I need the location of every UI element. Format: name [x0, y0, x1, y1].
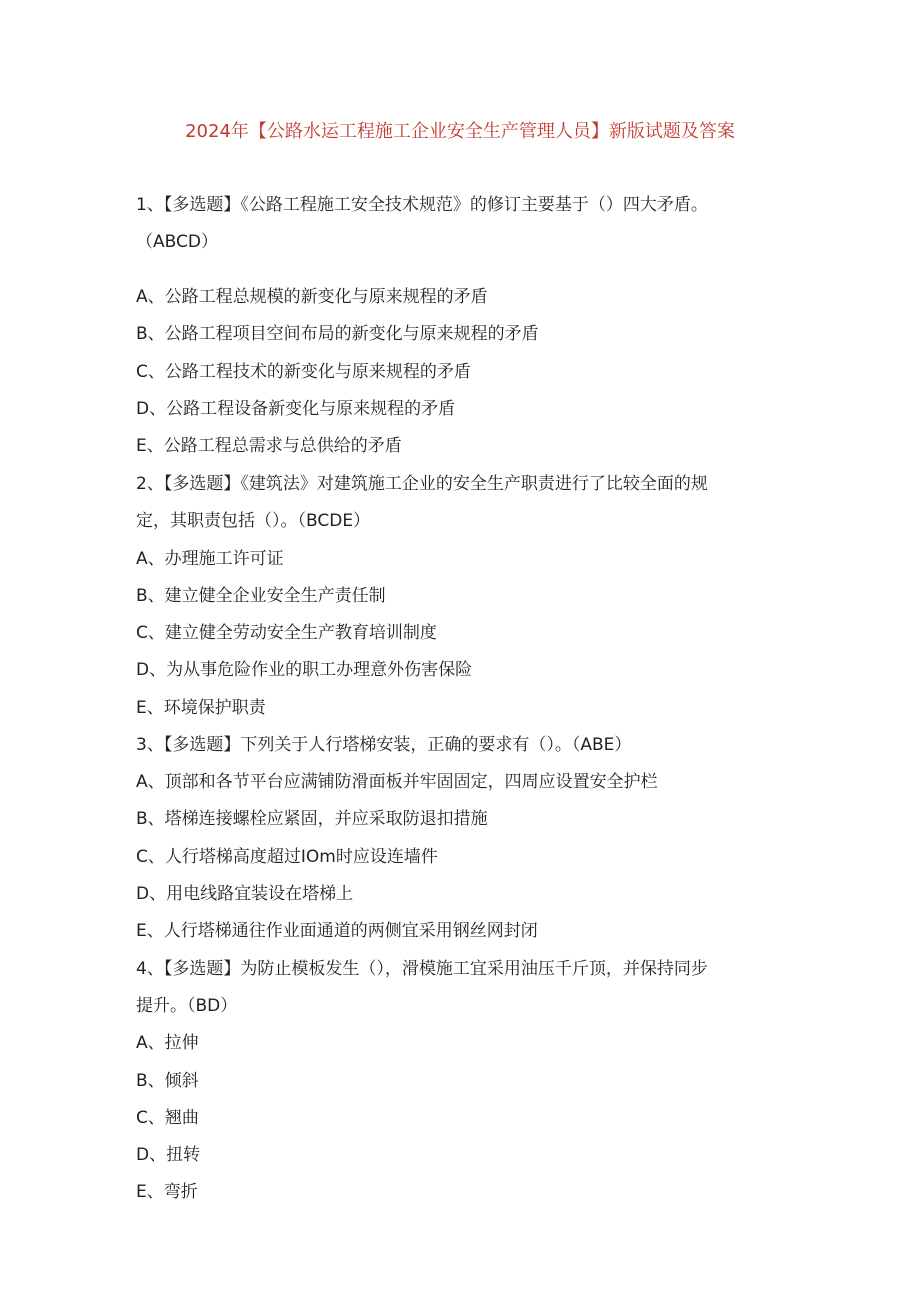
question-3-option-e: E、人行塔梯通往作业面通道的两侧宜采用钢丝网封闭	[136, 921, 538, 941]
question-4-option-d: D、扭转	[136, 1145, 201, 1165]
question-2-option-d: D、为从事危险作业的职工办理意外伤害保险	[136, 660, 473, 680]
question-2-option-a: A、办理施工许可证	[136, 549, 284, 569]
question-2-option-b: B、建立健全企业安全生产责任制	[136, 586, 386, 606]
question-2-option-c: C、建立健全劳动安全生产教育培训制度	[136, 623, 437, 643]
question-4-option-e: E、弯折	[136, 1182, 198, 1202]
question-3-option-d: D、用电线路宜装设在塔梯上	[136, 884, 354, 904]
question-3-option-c: C、人行塔梯高度超过IOm时应设连墙件	[136, 847, 438, 867]
question-3-option-b: B、塔梯连接螺栓应紧固，并应采取防退扣措施	[136, 809, 488, 829]
question-2-stem-line1: 2、【多选题】《建筑法》对建筑施工企业的安全生产职责进行了比较全面的规	[136, 474, 708, 494]
question-4-stem-line2: 提升。（BD）	[136, 996, 238, 1016]
question-1-option-c: C、公路工程技术的新变化与原来规程的矛盾	[136, 362, 471, 382]
question-2-stem-line2: 定，其职责包括（）。（BCDE）	[136, 511, 371, 531]
question-4-option-a: A、拉伸	[136, 1033, 199, 1053]
question-4-option-b: B、倾斜	[136, 1071, 199, 1091]
question-2-option-e: E、环境保护职责	[136, 698, 266, 718]
question-4-option-c: C、翘曲	[136, 1108, 199, 1128]
question-4-stem-line1: 4、【多选题】为防止模板发生（），滑模施工宜采用油压千斤顶，并保持同步	[136, 959, 708, 979]
question-3-stem-line1: 3、【多选题】下列关于人行塔梯安装，正确的要求有（）。（ABE）	[136, 735, 632, 755]
page-title: 2024年【公路水运工程施工企业安全生产管理人员】新版试题及答案	[185, 121, 735, 142]
question-1-option-a: A、公路工程总规模的新变化与原来规程的矛盾	[136, 287, 488, 307]
question-1-stem-line2: （ABCD）	[136, 232, 218, 252]
question-1-option-b: B、公路工程项目空间布局的新变化与原来规程的矛盾	[136, 324, 539, 344]
question-1-stem-line1: 1、【多选题】《公路工程施工安全技术规范》的修订主要基于（）四大矛盾。	[136, 195, 708, 215]
question-1-option-e: E、公路工程总需求与总供给的矛盾	[136, 436, 402, 456]
question-3-option-a: A、顶部和各节平台应满铺防滑面板并牢固固定，四周应设置安全护栏	[136, 772, 658, 792]
question-1-option-d: D、公路工程设备新变化与原来规程的矛盾	[136, 399, 456, 419]
